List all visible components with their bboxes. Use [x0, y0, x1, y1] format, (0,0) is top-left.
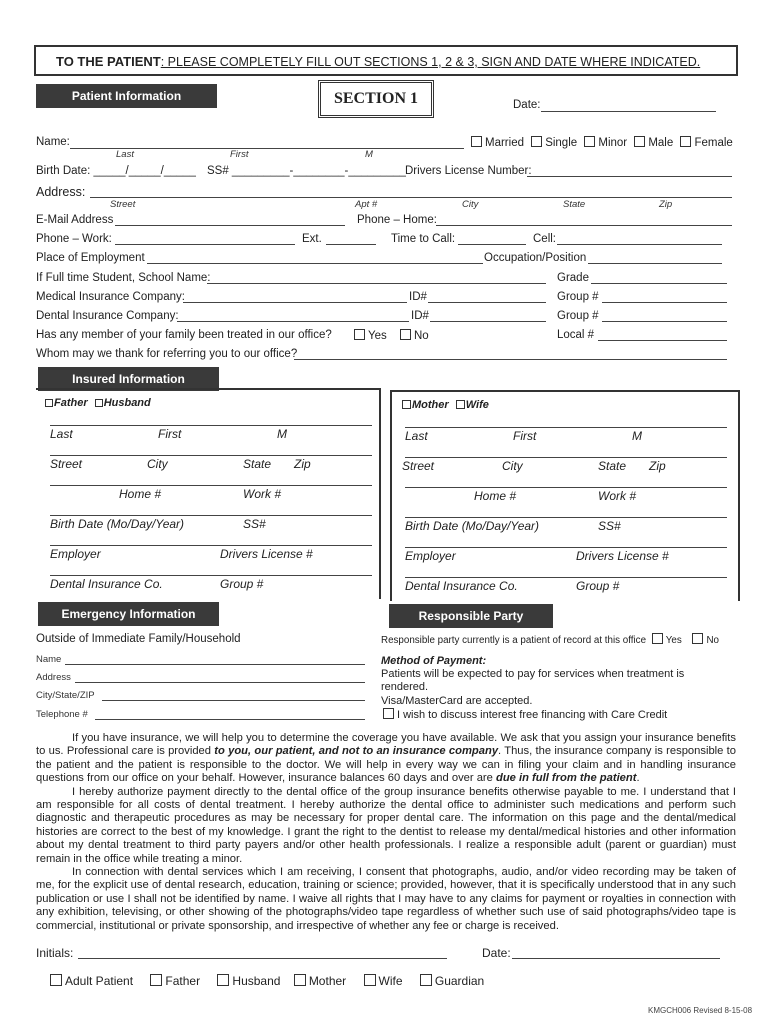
authorization-paragraph: I hereby authorize payment directly to the dental office of the group insurance benefits otherwise payable to me. I understand that I am responsible for all costs of dental treatment. I hereby authorize the dental office to administer such medications and perform such diagnostic and therapeutic procedures as may be necessary for proper dental care. The information on this page and the dental/medical histories are correct to the best of my knowledge. I grant the right to the dentist to release my dental/medical histories and other information about my dental treatment to third party payers and/or other health professionals. I realize a responsible adult (parent or guardian) must remain in the office while treating a minor.: [36, 785, 736, 865]
medical-group-field[interactable]: [602, 302, 727, 303]
occupation-field[interactable]: [588, 263, 722, 264]
emergency-telephone-label: Telephone #: [36, 709, 88, 720]
emergency-address-label: Address: [36, 672, 71, 683]
insured-left-line-1[interactable]: [50, 425, 372, 426]
insured-left-employer: Employer: [50, 547, 101, 561]
header-box: [34, 45, 738, 76]
form-revision: KMGCH006 Revised 8-15-08: [648, 1006, 753, 1015]
time-to-call-field[interactable]: [458, 244, 526, 245]
insured-right-m: M: [632, 429, 642, 443]
insured-left-city: City: [147, 457, 168, 471]
emergency-name-label: Name: [36, 654, 62, 665]
birth-date-field[interactable]: Birth Date: _____/_____/_____: [36, 165, 196, 177]
family-treated-yes-checkbox[interactable]: [354, 329, 365, 340]
insured-right-birth: Birth Date (Mo/Day/Year): [405, 519, 540, 533]
employment-label: Place of Employment: [36, 252, 145, 264]
ext-field[interactable]: [326, 244, 376, 245]
insured-right-line-5[interactable]: [405, 547, 727, 548]
phone-work-field[interactable]: [115, 244, 295, 245]
dental-insurance-label: Dental Insurance Company:: [36, 310, 179, 322]
phone-home-label: Phone – Home:: [357, 214, 437, 226]
phone-home-field[interactable]: [436, 225, 732, 226]
emergency-subtitle: Outside of Immediate Family/Household: [36, 633, 241, 645]
insured-right-line-2[interactable]: [405, 457, 727, 458]
insured-right-dental: Dental Insurance Co.: [405, 579, 518, 593]
header-text: [56, 54, 700, 69]
addr-sub-zip: Zip: [659, 199, 673, 210]
name-sub-last: Last: [116, 149, 134, 160]
mother-signer-checkbox[interactable]: [294, 974, 306, 986]
insured-right-header: Mother Wife: [402, 399, 489, 411]
signature-date-label: Date:: [482, 946, 511, 960]
school-label: If Full time Student, School Name:: [36, 272, 211, 284]
insured-left-first: First: [158, 427, 182, 441]
local-field[interactable]: [598, 340, 727, 341]
medical-id-field[interactable]: [428, 302, 546, 303]
insured-right-ss: SS#: [598, 519, 621, 533]
consent-paragraph: In connection with dental services which I am receiving, I consent that photographs, audio, and/or video recording may be taken of me, for the explicit use of dental research, education, training or science; provided, however, that it is specifically understood that in any such publication or use I shall not be identified by name. I waive all rights that I may have to any claims for payment or royalties in connection with any exhibition, televising, or other showing of the photographs/video tape regardless of whether such use of said photographs/video tape is commercial, institutional or private sponsorship, and irrespective of whether any fee or charge is received.: [36, 866, 736, 932]
dental-group-label: Group #: [557, 310, 599, 322]
responsible-record-row: Responsible party currently is a patient of record at this office Yes No: [381, 635, 719, 646]
visa-text: Visa/MasterCard are accepted.: [381, 695, 533, 707]
minor-checkbox[interactable]: [584, 136, 595, 147]
insured-right-line-4[interactable]: [405, 517, 727, 518]
insured-left-line-3[interactable]: [50, 485, 372, 486]
emergency-telephone-field[interactable]: [95, 719, 365, 720]
dental-group-field[interactable]: [602, 321, 727, 322]
responsible-yes-checkbox[interactable]: [652, 633, 663, 644]
emergency-csz-field[interactable]: [102, 700, 365, 701]
occupation-label: Occupation/Position: [484, 252, 587, 264]
male-checkbox[interactable]: [634, 136, 645, 147]
insured-left-birth: Birth Date (Mo/Day/Year): [50, 517, 185, 531]
insured-left-header: Father Husband: [45, 397, 151, 409]
insured-right-last: Last: [405, 429, 428, 443]
tab-patient-information: Patient Information: [36, 84, 217, 108]
employment-field[interactable]: [147, 263, 483, 264]
insured-right-street: Street: [402, 459, 435, 473]
method-line-1: Patients will be expected to pay for services when treatment is: [381, 668, 685, 680]
tab-responsible-party: Responsible Party: [389, 604, 553, 628]
medical-group-label: Group #: [557, 291, 599, 303]
medical-insurance-label: Medical Insurance Company:: [36, 291, 185, 303]
insured-left-work: Work #: [243, 487, 282, 501]
dental-id-label: ID#: [411, 310, 429, 322]
header-lead: TO THE PATIENT: [56, 54, 161, 69]
insured-right-employer: Employer: [405, 549, 456, 563]
time-to-call-label: Time to Call:: [391, 233, 456, 245]
signature-date-field[interactable]: [512, 958, 720, 959]
dental-insurance-field[interactable]: [177, 321, 409, 322]
grade-label: Grade: [557, 272, 589, 284]
female-checkbox[interactable]: [680, 136, 691, 147]
emergency-address-field[interactable]: [75, 682, 365, 683]
legal-text: [36, 732, 736, 933]
header-instruction: : PLEASE COMPLETELY FILL OUT SECTIONS 1, 2 & 3, SIGN AND DATE WHERE INDICATED.: [160, 55, 701, 69]
name-sub-m: M: [365, 149, 373, 160]
initials-label: Initials:: [36, 946, 74, 960]
dental-id-field[interactable]: [430, 321, 546, 322]
medical-id-label: ID#: [409, 291, 427, 303]
husband-signer-checkbox[interactable]: [217, 974, 229, 986]
father-checkbox[interactable]: [45, 399, 53, 407]
married-checkbox[interactable]: [471, 136, 482, 147]
address-label: Address:: [36, 185, 86, 199]
addr-sub-state: State: [563, 199, 586, 210]
insurance-paragraph: If you have insurance, we will help you to determine the coverage you have available. We ask that you assign your insurance benefits to us. Professional care is provided to you, our patient, and not to an insurance company. Thus, the insurance company is responsible to the patient and the patient is responsible to the doctor. We will help in every way we can in filing your claim and in handling insurance questions from our office on your behalf. However, insurance balances 60 days and over are due in full from the patient.: [36, 732, 736, 785]
family-treated-question: Has any member of your family been treated in our office?: [36, 329, 332, 341]
email-label: E-Mail Address: [36, 214, 114, 226]
insured-right-line-3[interactable]: [405, 487, 727, 488]
insured-left-street: Street: [50, 457, 83, 471]
insured-right-work: Work #: [598, 489, 637, 503]
adult-patient-checkbox[interactable]: [50, 974, 62, 986]
method-line-2: rendered.: [381, 681, 429, 693]
insured-right-dl: Drivers License #: [576, 549, 669, 563]
section-label: SECTION 1: [318, 80, 434, 118]
addr-sub-city: City: [462, 199, 479, 210]
husband-checkbox[interactable]: [95, 399, 103, 407]
family-treated-options: Yes No: [354, 329, 429, 342]
insured-left-dental: Dental Insurance Co.: [50, 577, 163, 591]
email-field[interactable]: [115, 225, 345, 226]
address-field[interactable]: [90, 197, 732, 198]
insured-left-line-5[interactable]: [50, 545, 372, 546]
family-treated-no-checkbox[interactable]: [400, 329, 411, 340]
signer-options: Adult Patient Father Husband Mother Wife Guardian: [50, 974, 484, 988]
referral-field[interactable]: [294, 359, 727, 360]
addr-sub-street: Street: [110, 199, 136, 210]
cell-label: Cell:: [533, 233, 557, 245]
insured-left-home: Home #: [119, 487, 162, 501]
insured-left-line-6[interactable]: [50, 575, 372, 576]
insured-right-group: Group #: [576, 579, 620, 593]
ss-field[interactable]: SS# _________-________-_________: [207, 165, 406, 177]
grade-field[interactable]: [591, 283, 727, 284]
insured-left-group: Group #: [220, 577, 264, 591]
responsible-no-checkbox[interactable]: [692, 633, 703, 644]
wife-checkbox[interactable]: [456, 400, 465, 409]
insured-left-ss: SS#: [243, 517, 266, 531]
phone-work-label: Phone – Work:: [36, 233, 112, 245]
school-field[interactable]: [207, 283, 546, 284]
insured-left-m: M: [277, 427, 287, 441]
name-label: Name:: [36, 136, 70, 148]
tab-insured-information: Insured Information: [38, 367, 219, 391]
medical-insurance-field[interactable]: [183, 302, 407, 303]
insured-right-state: State: [598, 459, 627, 473]
emergency-name-field[interactable]: [65, 664, 365, 665]
date-label: Date:: [513, 99, 541, 111]
insured-right-first: First: [513, 429, 537, 443]
mother-checkbox[interactable]: [402, 400, 411, 409]
referral-label: Whom may we thank for referring you to our office?: [36, 348, 298, 360]
ext-label: Ext.: [302, 233, 322, 245]
insured-left-box: [36, 388, 381, 599]
insured-right-zip: Zip: [649, 459, 666, 473]
marital-gender-options: Married Single Minor Male Female: [471, 136, 733, 149]
tab-emergency-information: Emergency Information: [38, 602, 219, 626]
insured-left-line-2[interactable]: [50, 455, 372, 456]
insured-left-state: State: [243, 457, 272, 471]
date-line[interactable]: [541, 111, 716, 112]
father-signer-checkbox[interactable]: [150, 974, 162, 986]
financing-row: I wish to discuss interest free financing with Care Credit: [383, 708, 667, 721]
local-label: Local #: [557, 329, 595, 341]
guardian-signer-checkbox[interactable]: [420, 974, 432, 986]
drivers-license-label: Drivers License Number:: [405, 165, 532, 177]
insured-right-city: City: [502, 459, 523, 473]
insured-left-line-4[interactable]: [50, 515, 372, 516]
initials-field[interactable]: [78, 958, 447, 959]
insured-right-line-6[interactable]: [405, 577, 727, 578]
insured-left-last: Last: [50, 427, 73, 441]
single-checkbox[interactable]: [531, 136, 542, 147]
insured-right-home: Home #: [474, 489, 517, 503]
emergency-csz-label: City/State/ZIP: [36, 690, 95, 701]
insured-right-box: [390, 390, 740, 601]
insured-right-line-1[interactable]: [405, 427, 727, 428]
drivers-license-field[interactable]: [527, 176, 732, 177]
name-sub-first: First: [230, 149, 249, 160]
wife-signer-checkbox[interactable]: [364, 974, 376, 986]
method-of-payment-title: Method of Payment:: [381, 655, 487, 667]
cell-field[interactable]: [557, 244, 722, 245]
insured-left-zip: Zip: [294, 457, 311, 471]
addr-sub-apt: Apt #: [355, 199, 378, 210]
insured-left-dl: Drivers License #: [220, 547, 313, 561]
financing-checkbox[interactable]: [383, 708, 394, 719]
